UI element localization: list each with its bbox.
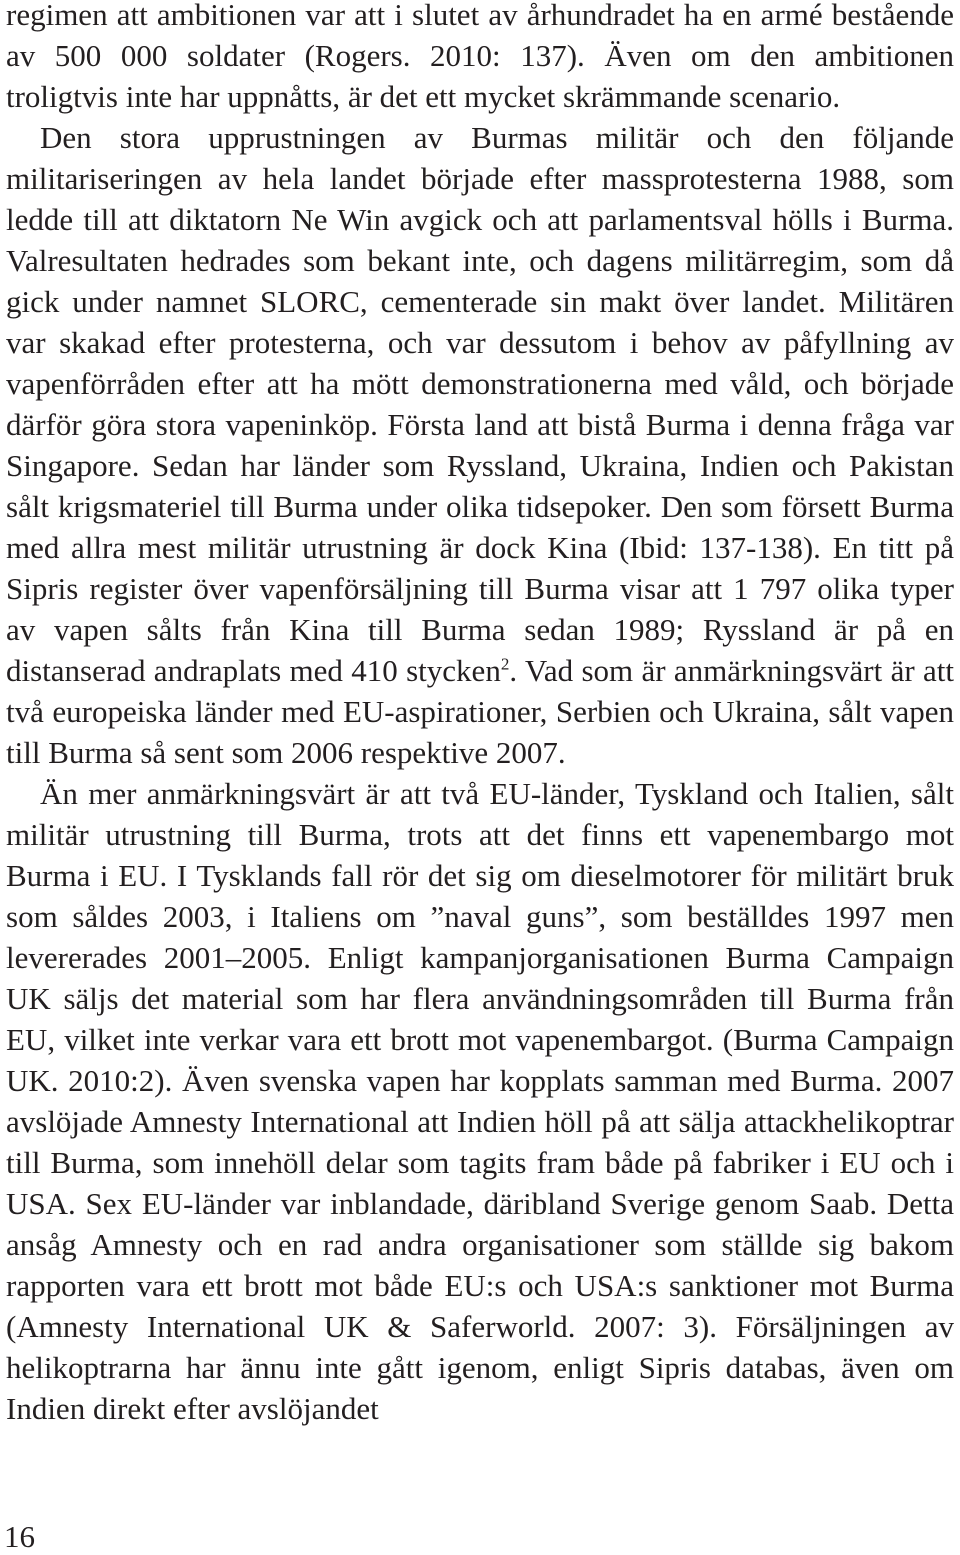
- paragraph-2: [6, 117, 954, 773]
- paragraph-3: [6, 773, 954, 1429]
- paragraph-1: [6, 0, 954, 117]
- paragraph-2-text-b: . Vad som är anmärkningsvärt är att två europeiska länder med EU-aspirationer, Serbien och Ukraina, sålt vapen till Burma så sent som 2006 respektive 2007.: [6, 653, 954, 770]
- page-number: 16: [4, 1519, 35, 1554]
- footnote-reference: 2: [500, 654, 510, 674]
- paragraph-3-text: Än mer anmärkningsvärt är att två EU-länder, Tyskland och Italien, sålt militär utrustning till Burma, trots att det finns ett vapenembargo mot Burma i EU. I Tysklands fall rör det sig om dieselmotorer för militärt bruk som såldes 2003, i Italiens om ”naval guns”, som beställdes 1997 men levererades 2001–2005. Enligt kampanjorganisationen Burma Campaign UK säljs det material som har flera användningsområden till Burma från EU, vilket inte verkar vara ett brott mot vapenembargot. (Burma Campaign UK. 2010:2). Även svenska vapen har kopplats samman med Burma. 2007 avslöjade Amnesty International att Indien höll på att sälja attackhelikoptrar till Burma, som innehöll delar som tagits fram både på fabriker i EU och i USA. Sex EU-länder var inblandade, däribland Sverige genom Saab. Detta ansåg Amnesty och en rad andra organisationer som ställde sig bakom rapporten vara ett brott mot både EU:s och USA:s sanktioner mot Burma (Amnesty International UK & Saferworld. 2007: 3). Försäljningen av helikoptrarna har ännu inte gått igenom, enligt Sipris databas, även om Indien direkt efter avslöjandet: [6, 776, 954, 1426]
- body-text: [6, 0, 954, 1429]
- paragraph-2-text-a: Den stora upprustningen av Burmas militär och den följande militariseringen av hela landet började efter massprotesterna 1988, som ledde till att diktatorn Ne Win avgick och att parlamentsval hölls i Burma. Valresultaten hedrades som bekant inte, och dagens militärregim, som då gick under namnet SLORC, cementerade sin makt över landet. Militären var skakad efter protesterna, och var dessutom i behov av påfyllning av vapenförråden efter att ha mött demonstrationerna med våld, och började därför göra stora vapeninköp. Första land att bistå Burma i denna fråga var Singapore. Sedan har länder som Ryssland, Ukraina, Indien och Pakistan sålt krigsmateriel till Burma under olika tidsepoker. Den som försett Burma med allra mest militär utrustning är dock Kina (Ibid: 137-138). En titt på Sipris register över vapenförsäljning till Burma visar att 1 797 olika typer av vapen sålts från Kina till Burma sedan 1989; Ryssland är på en distanserad andraplats med 410 stycken: [6, 120, 954, 688]
- paragraph-1-text: regimen att ambitionen var att i slutet av århundradet ha en armé bestående av 500 000 soldater (Rogers. 2010: 137). Även om den ambitionen troligtvis inte har uppnåtts, är det ett mycket skrämmande scenario.: [6, 0, 954, 114]
